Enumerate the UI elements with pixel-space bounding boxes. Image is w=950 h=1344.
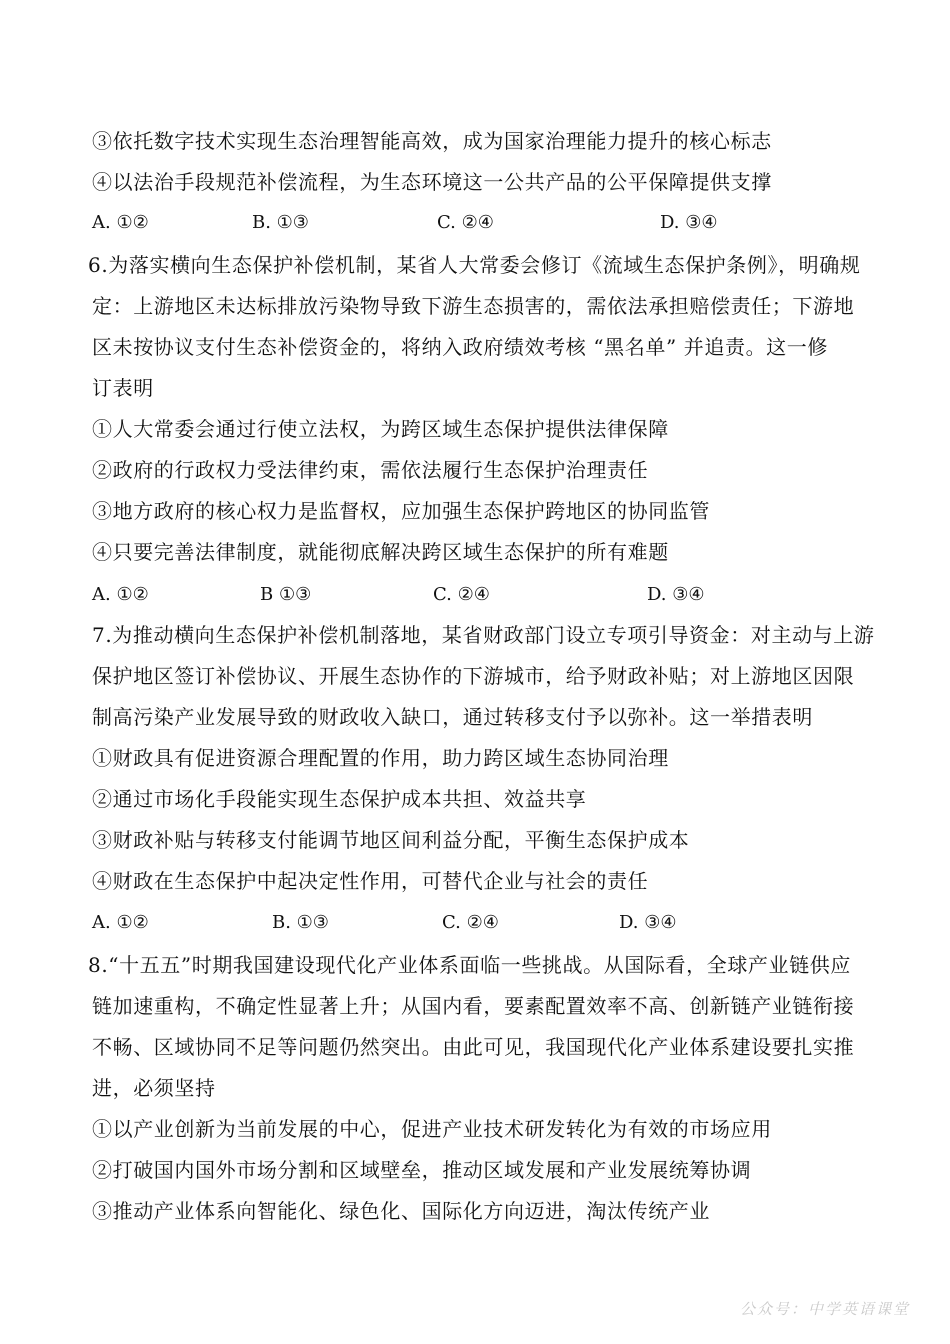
q5-option-a[interactable]: A. ①② bbox=[92, 212, 149, 233]
q5-option-d[interactable]: D. ③④ bbox=[660, 212, 718, 233]
q8-stem-line-3: 不畅、区域协同不足等问题仍然突出。由此可见，我国现代化产业体系建设要扎实推 bbox=[92, 1035, 855, 1059]
q7-option-b[interactable]: B. ①③ bbox=[272, 912, 329, 933]
q5-choice-3: ③依托数字技术实现生态治理智能高效，成为国家治理能力提升的核心标志 bbox=[92, 129, 772, 153]
q8-stem-line-1: 8.“十五五”时期我国建设现代化产业体系面临一些挑战。从国际看，全球产业链供应 bbox=[88, 953, 851, 977]
q6-choice-4: ④只要完善法律制度，就能彻底解决跨区域生态保护的所有难题 bbox=[92, 540, 669, 564]
q7-choice-2: ②通过市场化手段能实现生态保护成本共担、效益共享 bbox=[92, 787, 587, 811]
q6-stem-line-2: 定：上游地区未达标排放污染物导致下游生态损害的，需依法承担赔偿责任；下游地 bbox=[92, 294, 855, 318]
q6-stem-line-3: 区未按协议支付生态补偿资金的，将纳入政府绩效考核 “黑名单” 并追责。这一修 bbox=[92, 335, 828, 359]
q5-option-b[interactable]: B. ①③ bbox=[252, 212, 309, 233]
q6-option-a[interactable]: A. ①② bbox=[92, 584, 149, 605]
q6-choice-3: ③地方政府的核心权力是监督权，应加强生态保护跨地区的协同监管 bbox=[92, 499, 710, 523]
q6-option-d[interactable]: D. ③④ bbox=[647, 584, 705, 605]
q7-choice-1: ①财政具有促进资源合理配置的作用，助力跨区域生态协同治理 bbox=[92, 746, 669, 770]
q5-option-c[interactable]: C. ②④ bbox=[437, 212, 494, 233]
q6-stem-line-4: 订表明 bbox=[92, 376, 154, 400]
q7-stem-line-1: 7.为推动横向生态保护补偿机制落地，某省财政部门设立专项引导资金：对主动与上游 bbox=[92, 623, 875, 647]
q5-choice-4: ④以法治手段规范补偿流程，为生态环境这一公共产品的公平保障提供支撑 bbox=[92, 170, 772, 194]
q6-choice-1: ①人大常委会通过行使立法权，为跨区域生态保护提供法律保障 bbox=[92, 417, 669, 441]
q6-option-c[interactable]: C. ②④ bbox=[433, 584, 490, 605]
q7-choice-4: ④财政在生态保护中起决定性作用，可替代企业与社会的责任 bbox=[92, 869, 649, 893]
q8-choice-1: ①以产业创新为当前发展的中心，促进产业技术研发转化为有效的市场应用 bbox=[92, 1117, 772, 1141]
q8-choice-2: ②打破国内国外市场分割和区域壁垒，推动区域发展和产业发展统筹协调 bbox=[92, 1158, 752, 1182]
q7-option-a[interactable]: A. ①② bbox=[92, 912, 149, 933]
q8-stem-line-4: 进，必须坚持 bbox=[92, 1076, 216, 1100]
q7-option-c[interactable]: C. ②④ bbox=[442, 912, 499, 933]
q7-option-d[interactable]: D. ③④ bbox=[619, 912, 677, 933]
watermark: 公众号：中学英语课堂 bbox=[739, 1300, 910, 1318]
q8-stem-line-2: 链加速重构，不确定性显著上升；从国内看，要素配置效率不高、创新链产业链衔接 bbox=[92, 994, 855, 1018]
q7-stem-line-2: 保护地区签订补偿协议、开展生态协作的下游城市，给予财政补贴；对上游地区因限 bbox=[92, 664, 855, 688]
q6-option-b[interactable]: B ①③ bbox=[260, 584, 312, 605]
q8-choice-3: ③推动产业体系向智能化、绿色化、国际化方向迈进，淘汰传统产业 bbox=[92, 1199, 710, 1223]
q7-stem-line-3: 制高污染产业发展导致的财政收入缺口，通过转移支付予以弥补。这一举措表明 bbox=[92, 705, 813, 729]
q6-choice-2: ②政府的行政权力受法律约束，需依法履行生态保护治理责任 bbox=[92, 458, 649, 482]
q6-stem-line-1: 6.为落实横向生态保护补偿机制，某省人大常委会修订《流域生态保护条例》，明确规 bbox=[88, 253, 861, 277]
q7-choice-3: ③财政补贴与转移支付能调节地区间利益分配，平衡生态保护成本 bbox=[92, 828, 690, 852]
